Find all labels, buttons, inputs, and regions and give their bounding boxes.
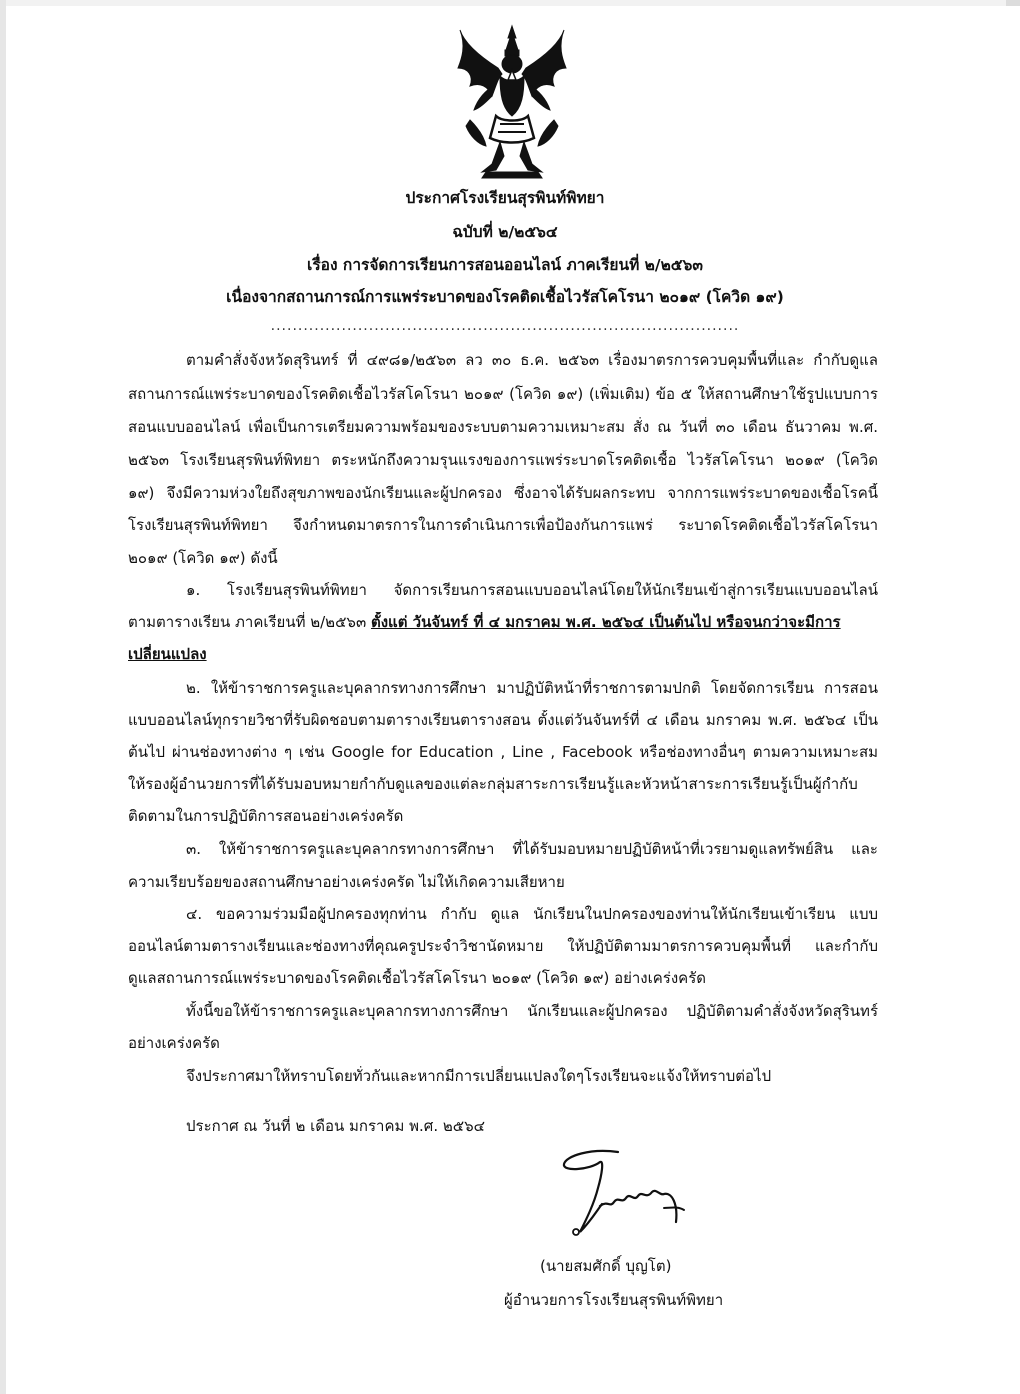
item-4-line: ออนไลน์ตามตารางเรียนและช่องทางที่คุณครูประจำวิชานัดหมาย ให้ปฏิบัติตามมาตรการควบคุมพื้นที่ และกำกับ (128, 937, 878, 955)
signatory-position: ผู้อำนวยการโรงเรียนสุรพินท์พิทยา (504, 1291, 724, 1309)
paragraph-line: ตามคำสั่งจังหวัดสุรินทร์ ที่ ๔๙๘๑/๒๕๖๓ ลว ๓๐ ธ.ค. ๒๕๖๓ เรื่องมาตรการควบคุมพื้นที่และ กำกับดูแล (186, 351, 878, 369)
item-3-line: ความเรียบร้อยของสถานศึกษาอย่างเคร่งครัด ไม่ให้เกิดความเสียหาย (128, 873, 565, 891)
signatory-name: (นายสมศักดิ์ บุญโต) (540, 1257, 672, 1275)
item-2-line: ติดตามในการปฏิบัติการสอนอย่างเคร่งครัด (128, 807, 404, 825)
item-2-line: ต้นไป ผ่านช่องทางต่าง ๆ เช่น Google for Education , Line , Facebook หรือช่องทางอื่นๆ ตามความเหมาะสม (128, 743, 878, 761)
item-2-line: ๒. ให้ข้าราชการครูและบุคลากรทางการศึกษา มาปฏิบัติหน้าที่ราชการตามปกติ โดยจัดการเรียน การสอน (186, 679, 878, 697)
item-1-emphasis: เปลี่ยนแปลง (128, 645, 207, 663)
signature-icon (560, 1148, 700, 1238)
paragraph-line: ๑๙) จึงมีความห่วงใยถึงสุขภาพของนักเรียนและผู้ปกครอง ซึ่งอาจได้รับผลกระทบ จากการแพร่ระบาดของเชื้อโรคนี้ (128, 484, 878, 502)
subject-line: เรื่อง การจัดการเรียนการสอนออนไลน์ ภาคเรียนที่ ๒/๒๕๖๓ (307, 256, 703, 274)
paragraph-line: ๒๕๖๓ โรงเรียนสุรพินท์พิทยา ตระหนักถึงความรุนแรงของการแพร่ระบาดโรคติดเชื้อ ไวรัสโคโรนา ๒๐๑๙ (โควิด (128, 451, 878, 469)
item-1-line (128, 644, 878, 664)
paragraph-line: สถานการณ์แพร่ระบาดของโรคติดเชื้อไวรัสโคโรนา ๒๐๑๙ (โควิด ๑๙) (เพิ่มเติม) ข้อ ๕ ให้สถานศึกษาใช้รูปแบบการ (128, 385, 878, 403)
item-1-line (128, 612, 878, 632)
item-1-text: ตามตารางเรียน ภาคเรียนที่ ๒/๒๕๖๓ (128, 613, 371, 631)
item-1-line: ๑. โรงเรียนสุรพินท์พิทยา จัดการเรียนการสอนแบบออนไลน์โดยให้นักเรียนเข้าสู่การเรียนแบบออนไลน์ (186, 581, 878, 599)
item-4-line: ๔. ขอความร่วมมือผู้ปกครองทุกท่าน กำกับ ดูแล นักเรียนในปกครองของท่านให้นักเรียนเข้าเรียน แบบ (186, 905, 878, 923)
document-page (6, 6, 1020, 1394)
announce-line: จึงประกาศมาให้ทราบโดยทั่วกันและหากมีการเปลี่ยนแปลงใดๆโรงเรียนจะแจ้งให้ทราบต่อไป (186, 1067, 772, 1085)
issue-number: ฉบับที่ ๒/๒๕๖๔ (452, 223, 558, 241)
item-4-line: ดูแลสถานการณ์แพร่ระบาดของโรคติดเชื้อไวรัสโคโรนา ๒๐๑๙ (โควิด ๑๙) อย่างเคร่งครัด (128, 969, 707, 987)
item-3-line: ๓. ให้ข้าราชการครูและบุคลากรทางการศึกษา ที่ได้รับมอบหมายปฏิบัติหน้าที่เวรยามดูแลทรัพย์สิน และ (186, 840, 878, 858)
closing-line: ทั้งนี้ขอให้ข้าราชการครูและบุคลากรทางการศึกษา นักเรียนและผู้ปกครอง ปฏิบัติตามคำสั่งจังหวัดสุรินทร์ (186, 1002, 878, 1020)
item-1-emphasis: ตั้งแต่ วันจันทร์ ที่ ๔ มกราคม พ.ศ. ๒๕๖๔ เป็นต้นไป หรือจนกว่าจะมีการ (370, 613, 841, 631)
paragraph-line: สอนแบบออนไลน์ เพื่อเป็นการเตรียมความพร้อมของระบบตามความเหมาะสม สั่ง ณ วันที่ ๓๐ เดือน ธันวาคม พ.ศ. (128, 418, 878, 436)
paragraph-line: โรงเรียนสุรพินท์พิทยา จึงกำหนดมาตรการในการดำเนินการเพื่อป้องกันการแพร่ ระบาดโรคติดเชื้อไวรัสโคโรนา (128, 516, 878, 534)
announcement-date: ประกาศ ณ วันที่ ๒ เดือน มกราคม พ.ศ. ๒๕๖๔ (186, 1117, 485, 1135)
paragraph-line: ๒๐๑๙ (โควิด ๑๙) ดังนี้ (128, 549, 278, 567)
divider: ...................................................................................... (270, 318, 740, 334)
garuda-emblem-icon (456, 24, 568, 180)
item-2-line: ให้รองผู้อำนวยการที่ได้รับมอบหมายกำกับดูแลของแต่ละกลุ่มสาระการเรียนรู้และหัวหน้าสาระการเรียนรู้เป็นผู้กำกับ (128, 775, 858, 793)
subject-line-2: เนื่องจากสถานการณ์การแพร่ระบาดของโรคติดเชื้อไวรัสโคโรนา ๒๐๑๙ (โควิด ๑๙) (226, 288, 784, 306)
closing-line: อย่างเคร่งครัด (128, 1034, 220, 1052)
announcement-title: ประกาศโรงเรียนสุรพินท์พิทยา (405, 189, 605, 207)
item-2-line: แบบออนไลน์ทุกรายวิชาที่รับผิดชอบตามตารางเรียนตารางสอน ตั้งแต่วันจันทร์ที่ ๔ เดือน มกราคม พ.ศ. ๒๕๖๔ เป็น (128, 711, 878, 729)
